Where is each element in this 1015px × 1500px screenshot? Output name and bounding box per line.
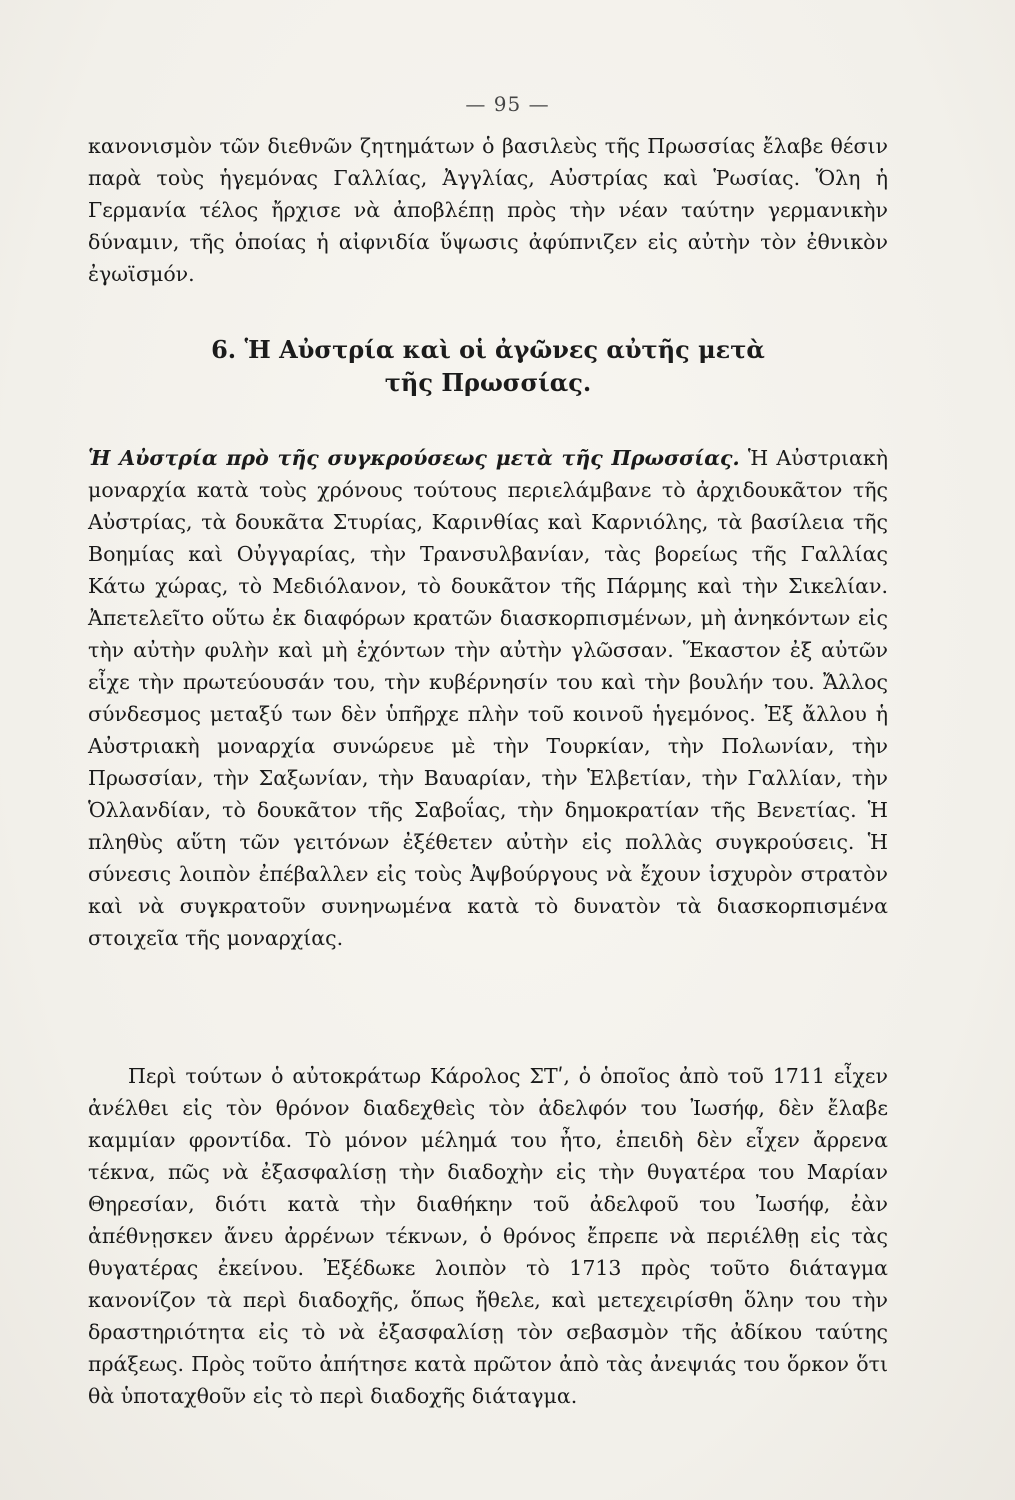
intro-paragraph: κανονισμὸν τῶν διεθνῶν ζητημάτων ὁ βασιλεὺς τῆς Πρωσσίας ἔλαβε θέσιν παρὰ τοὺς ἡγεμόνας Γαλλίας, Ἀγγλίας, Αὐστρίας καὶ Ῥωσίας. Ὅλη ἡ Γερμανία τέλος ἤρχισε νὰ ἀποβλέπῃ πρὸς τὴν νέαν ταύτην γερμανικὴν δύναμιν, τῆς ὁποίας ἡ αἰφνιδία ὕψωσις ἀφύπνιζεν εἰς αὐτὴν τὸν ἐθνικὸν ἐγωϊσμόν. [88, 134, 888, 286]
paragraph-subheading: Ἡ Αὐστρία πρὸ τῆς συγκρούσεως μετὰ τῆς Πρωσσίας. [88, 446, 740, 470]
section-heading-line-2: τῆς Πρωσσίας. [384, 368, 592, 397]
paragraph-austria-before-conflict [88, 442, 888, 954]
paragraph-body: Ἡ Αὐστριακὴ μοναρχία κατὰ τοὺς χρόνους τούτους περιελάμβανε τὸ ἀρχιδουκᾶτον τῆς Αὐστρίας, τὰ δουκᾶτα Στυρίας, Καρινθίας καὶ Καρνιόλης, τὰ βασίλεια τῆς Βοημίας καὶ Οὐγγαρίας, τὴν Τρανσυλβανίαν, τὰς βορείως τῆς Γαλλίας Κάτω χώρας, τὸ Μεδιόλανον, τὸ δουκᾶτον τῆς Πάρμης καὶ τὴν Σικελίαν. Ἀπετελεῖτο οὕτω ἐκ διαφόρων κρατῶν διασκορπισμένων, μὴ ἀνηκόντων εἰς τὴν αὐτὴν φυλὴν καὶ μὴ ἐχόντων τὴν αὐτὴν γλῶσσαν. Ἕκαστον ἐξ αὐτῶν εἶχε τὴν πρωτεύουσάν του, τὴν κυβέρνησίν του καὶ τὴν βουλήν του. Ἄλλος σύνδεσμος μεταξύ των δὲν ὑπῆρχε πλὴν τοῦ κοινοῦ ἡγεμόνος. Ἐξ ἄλλου ἡ Αὐστριακὴ μοναρχία συνώρευε μὲ τὴν Τουρκίαν, τὴν Πολωνίαν, τὴν Πρωσσίαν, τὴν Σαξωνίαν, τὴν Βαυαρίαν, τὴν Ἑλβετίαν, τὴν Γαλλίαν, τὴν Ὁλλανδίαν, τὸ δουκᾶτον τῆς Σαβοΐας, τὴν δημοκρατίαν τῆς Βενετίας. Ἡ πληθὺς αὕτη τῶν γειτόνων ἐξέθετεν αὐτὴν εἰς πολλὰς συγκρούσεις. Ἡ σύνεσις λοιπὸν ἐπέβαλλεν εἰς τοὺς Ἀψβούργους νὰ ἔχουν ἰσχυρὸν στρατὸν καὶ νὰ συγκρατοῦν συνηνωμένα κατὰ τὸ δυνατὸν τὰ διασκορπισμένα στοιχεῖα τῆς μοναρχίας. [88, 446, 888, 950]
paragraph-charles-vi: Περὶ τούτων ὁ αὐτοκράτωρ Κάρολος ΣΤʹ, ὁ ὁποῖος ἀπὸ τοῦ 1711 εἶχεν ἀνέλθει εἰς τὸν θρόνον διαδεχθεὶς τὸν ἀδελφόν του Ἰωσήφ, δὲν ἔλαβε καμμίαν φροντίδα. Τὸ μόνον μέλημά του ἦτο, ἐπειδὴ δὲν εἶχεν ἄρρενα τέκνα, πῶς νὰ ἐξασφαλίσῃ τὴν διαδοχὴν εἰς τὴν θυγατέρα του Μαρίαν Θηρεσίαν, διότι κατὰ τὴν διαθήκην τοῦ ἀδελφοῦ του Ἰωσήφ, ἐὰν ἀπέθνῃσκεν ἄνευ ἀρρένων τέκνων, ὁ θρόνος ἔπρεπε νὰ περιέλθῃ εἰς τὰς θυγατέρας ἐκείνου. Ἐξέδωκε λοιπὸν τὸ 1713 πρὸς τοῦτο διάταγμα κανονίζον τὰ περὶ διαδοχῆς, ὅπως ἤθελε, καὶ μετεχειρίσθη ὅλην του τὴν δραστηριότητα εἰς τὸ νὰ ἐξασφαλίσῃ τὸν σεβασμὸν τῆς ἀδίκου ταύτης πράξεως. Πρὸς τοῦτο ἀπήτησε κατὰ πρῶτον ἀπὸ τὰς ἀνεψιάς του ὅρκον ὅτι θὰ ὑποταχθοῦν εἰς τὸ περὶ διαδοχῆς διάταγμα. [88, 1064, 888, 1408]
section-heading [88, 333, 888, 399]
page-number: — 95 — [465, 92, 550, 116]
section-heading-line-1: 6. Ἡ Αὐστρία καὶ οἱ ἀγῶνες αὐτῆς μετὰ [211, 335, 765, 364]
